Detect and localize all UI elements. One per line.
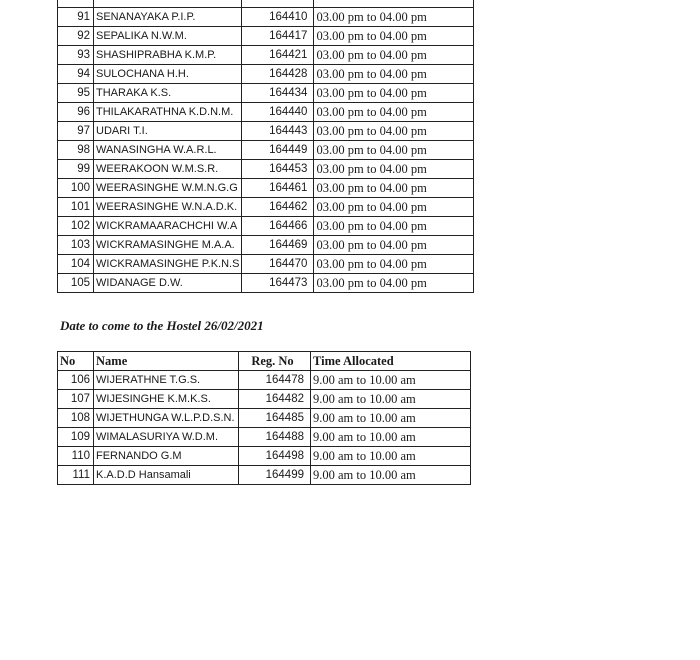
cell-no: [58, 0, 94, 8]
cell-no: 111: [58, 466, 94, 485]
allocation-table-continued: [57, 0, 474, 293]
cell-reg-no: 164453: [242, 160, 314, 179]
cell-time: 03.00 pm to 04.00 pm: [314, 217, 474, 236]
cell-name: SEPALIKA N.W.M.: [94, 27, 242, 46]
cell-time: 9.00 am to 10.00 am: [311, 409, 471, 428]
cell-reg-no: 164443: [242, 122, 314, 141]
cell-no: 100: [58, 179, 94, 198]
cell-name: WEERASINGHE W.N.A.D.K.: [94, 198, 242, 217]
cell-name: UDARI T.I.: [94, 122, 242, 141]
cell-reg-no: 164498: [239, 447, 311, 466]
cell-reg-no: 164488: [239, 428, 311, 447]
table-row: [58, 198, 474, 217]
cell-no: 107: [58, 390, 94, 409]
cell-no: 102: [58, 217, 94, 236]
cell-time: 9.00 am to 10.00 am: [311, 466, 471, 485]
cell-time: 03.00 pm to 04.00 pm: [314, 236, 474, 255]
cell-no: 97: [58, 122, 94, 141]
cell-time: 9.00 am to 10.00 am: [311, 371, 471, 390]
table-row: [58, 217, 474, 236]
table-row: [58, 122, 474, 141]
cell-no: 105: [58, 274, 94, 293]
cell-no: 108: [58, 409, 94, 428]
cell-name: WIJERATHNE T.G.S.: [94, 371, 239, 390]
cell-reg-no: 164440: [242, 103, 314, 122]
cell-time: 03.00 pm to 04.00 pm: [314, 141, 474, 160]
cell-no: 99: [58, 160, 94, 179]
table-row: [58, 428, 471, 447]
cell-name: WANASINGHA W.A.R.L.: [94, 141, 242, 160]
header-reg-no: Reg. No: [239, 352, 311, 371]
cell-reg-no: 164478: [239, 371, 311, 390]
allocation-table-body: [58, 0, 474, 293]
cell-time: 03.00 pm to 04.00 pm: [314, 27, 474, 46]
date-heading: Date to come to the Hostel 26/02/2021: [60, 318, 264, 333]
cell-name: WIJETHUNGA W.L.P.D.S.N.: [94, 409, 239, 428]
cell-reg-no: 164421: [242, 46, 314, 65]
cell-reg-no: 164470: [242, 255, 314, 274]
cell-reg-no: [242, 0, 314, 8]
cell-time: 03.00 pm to 04.00 pm: [314, 160, 474, 179]
allocation-table-26-02: [57, 351, 471, 485]
cell-no: 92: [58, 27, 94, 46]
cell-name: THARAKA K.S.: [94, 84, 242, 103]
cell-no: 103: [58, 236, 94, 255]
cell-name: WICKRAMASINGHE P.K.N.S: [94, 255, 242, 274]
cell-reg-no: 164434: [242, 84, 314, 103]
cell-time: 03.00 pm to 04.00 pm: [314, 274, 474, 293]
cell-name: WICKRAMASINGHE M.A.A.: [94, 236, 242, 255]
allocation-table-body: [58, 371, 471, 485]
cell-reg-no: 164485: [239, 409, 311, 428]
table-row: [58, 103, 474, 122]
table-row: [58, 179, 474, 198]
header-row: [58, 352, 471, 371]
header-name: Name: [94, 352, 239, 371]
header-time-allocated: Time Allocated: [311, 352, 471, 371]
cell-no: 98: [58, 141, 94, 160]
cell-no: 109: [58, 428, 94, 447]
cell-time: 03.00 pm to 04.00 pm: [314, 198, 474, 217]
table-row: [58, 65, 474, 84]
table-row: [58, 409, 471, 428]
cell-no: 93: [58, 46, 94, 65]
cell-name: WEERASINGHE W.M.N.G.G: [94, 179, 242, 198]
table-row: [58, 447, 471, 466]
cell-name: K.A.D.D Hansamali: [94, 466, 239, 485]
cell-reg-no: 164462: [242, 198, 314, 217]
cell-name: [94, 0, 242, 8]
cell-name: THILAKARATHNA K.D.N.M.: [94, 103, 242, 122]
table-row: [58, 371, 471, 390]
cell-time: 9.00 am to 10.00 am: [311, 447, 471, 466]
cell-reg-no: 164461: [242, 179, 314, 198]
table-row: [58, 160, 474, 179]
table-row: [58, 274, 474, 293]
cell-no: 95: [58, 84, 94, 103]
cell-no: 104: [58, 255, 94, 274]
cell-time: 9.00 am to 10.00 am: [311, 428, 471, 447]
cell-no: 96: [58, 103, 94, 122]
table-header: [58, 352, 471, 371]
cell-name: WICKRAMAARACHCHI W.A: [94, 217, 242, 236]
cell-time: 03.00 pm to 04.00 pm: [314, 179, 474, 198]
cell-name: WIDANAGE D.W.: [94, 274, 242, 293]
cell-time: 03.00 pm to 04.00 pm: [314, 65, 474, 84]
cell-reg-no: 164428: [242, 65, 314, 84]
cell-time: 9.00 am to 10.00 am: [311, 390, 471, 409]
table-row: [58, 0, 474, 8]
cell-time: 03.00 pm to 04.00 pm: [314, 46, 474, 65]
cell-name: SULOCHANA H.H.: [94, 65, 242, 84]
cell-reg-no: 164469: [242, 236, 314, 255]
cell-no: 106: [58, 371, 94, 390]
table-row: [58, 8, 474, 27]
cell-time: 03.00 pm to 04.00 pm: [314, 122, 474, 141]
cell-reg-no: 164499: [239, 466, 311, 485]
cell-name: WEERAKOON W.M.S.R.: [94, 160, 242, 179]
cell-no: 91: [58, 8, 94, 27]
table-row: [58, 255, 474, 274]
cell-reg-no: 164482: [239, 390, 311, 409]
cell-time: 03.00 pm to 04.00 pm: [314, 84, 474, 103]
cell-reg-no: 164473: [242, 274, 314, 293]
cell-reg-no: 164466: [242, 217, 314, 236]
cell-no: 110: [58, 447, 94, 466]
cell-time: 03.00 pm to 04.00 pm: [314, 103, 474, 122]
cell-time: 03.00 pm to 04.00 pm: [314, 8, 474, 27]
cell-reg-no: 164449: [242, 141, 314, 160]
cell-reg-no: 164410: [242, 8, 314, 27]
table-row: [58, 27, 474, 46]
table-row: [58, 390, 471, 409]
table-row: [58, 236, 474, 255]
cell-reg-no: 164417: [242, 27, 314, 46]
table-row: [58, 46, 474, 65]
table-row: [58, 466, 471, 485]
header-no: No: [58, 352, 94, 371]
cell-time: [314, 0, 474, 8]
table-row: [58, 84, 474, 103]
cell-time: 03.00 pm to 04.00 pm: [314, 255, 474, 274]
cell-name: FERNANDO G.M: [94, 447, 239, 466]
cell-name: SHASHIPRABHA K.M.P.: [94, 46, 242, 65]
cell-no: 101: [58, 198, 94, 217]
table-row: [58, 141, 474, 160]
cell-no: 94: [58, 65, 94, 84]
cell-name: SENANAYAKA P.I.P.: [94, 8, 242, 27]
cell-name: WIMALASURIYA W.D.M.: [94, 428, 239, 447]
cell-name: WIJESINGHE K.M.K.S.: [94, 390, 239, 409]
